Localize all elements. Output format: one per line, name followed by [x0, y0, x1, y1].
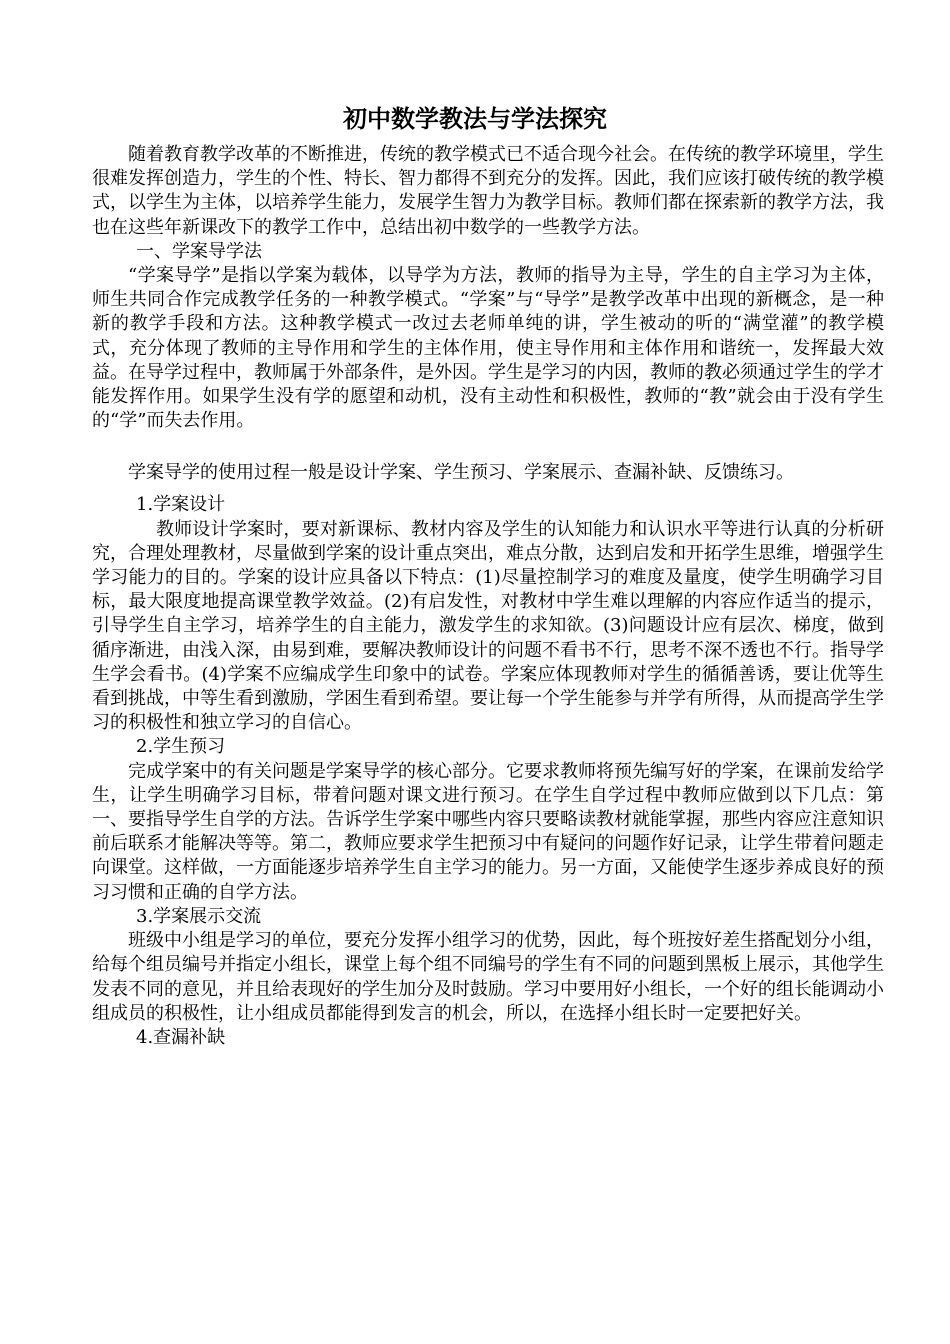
paragraph-process: 学案导学的使用过程一般是设计学案、学生预习、学案展示、查漏补缺、反馈练习。 [128, 462, 794, 484]
paragraph-xuean-daoxue: “学案导学”是指以学案为载体，以导学为方法，教师的指导为主导，学生的自主学习为主体，师生共同合作完成教学任务的一种教学模式。“学案”与“导学”是教学改革中出现的新概念，是一种新的教学手段和方法。这种教学模式一改过去老师单纯的讲，学生被动的听的“满堂灌”的教学模式，充分体现了教师的主导作用和学生的主体作用，使主导作用和主体作用和谐统一，发挥最大效益。在导学过程中，教师属于外部条件，是外因。学生是学习的内因，教师的教必须通过学生的学才能发挥作用。如果学生没有学的愿望和动机，没有主动性和积极性，教师的“教”就会由于没有学生的“学”而失去作用。 [92, 265, 884, 432]
paragraph-preview: 完成学案中的有关问题是学案导学的核心部分。它要求教师将预先编写好的学案，在课前发给学生，让学生明确学习目标，带着问题对课文进行预习。在学生自学过程中教师应做到以下几点：第一、要指导学生自学的方法。告诉学生学案中哪些内容只要略读教材就能掌握，那些内容应注意知识前后联系才能解决等等。第二，教师应要求学生把预习中有疑问的问题作好记录，让学生带着问题走向课堂。这样做，一方面能逐步培养学生自主学习的能力。另一方面，又能使学生逐步养成良好的预习习惯和正确的自学方法。 [92, 760, 884, 903]
page-title: 初中数学教法与学法探究 [343, 104, 607, 133]
subheading-3: 3.学案展示交流 [136, 905, 262, 927]
paragraph-intro: 随着教育教学改革的不断推进，传统的教学模式已不适合现今社会。在传统的教学环境里，学生很难发挥创造力，学生的个性、特长、智力都得不到充分的发挥。因此，我们应该打破传统的教学模式，以学生为主体，以培养学生能力，发展学生智力为教学目标。教师们都在探索新的教学方法，我也在这些年新课改下的教学工作中，总结出初中数学的一些教学方法。 [92, 144, 884, 238]
subheading-4: 4.查漏补缺 [136, 1026, 226, 1048]
paragraph-display: 班级中小组是学习的单位，要充分发挥小组学习的优势，因此，每个班按好差生搭配划分小组，给每个组员编号并指定小组长，课堂上每个组不同编号的学生有不同的问题到黑板上展示，其他学生发表不同的意见，并且给表现好的学生加分及时鼓励。学习中要用好小组长，一个好的组长能调动小组成员的积极性，让小组成员都能得到发言的机会，所以，在选择小组长时一定要把好关。 [92, 930, 884, 1024]
section-heading-1: 一、学案导学法 [136, 240, 262, 262]
subheading-1: 1.学案设计 [136, 494, 226, 516]
subheading-2: 2.学生预习 [136, 736, 226, 758]
document-body [92, 143, 884, 1050]
paragraph-design: 教师设计学案时，要对新课标、教材内容及学生的认知能力和认识水平等进行认真的分析研究，合理处理教材，尽量做到学案的设计重点突出，难点分散，达到启发和开拓学生思维，增强学生学习能力的目的。学案的设计应具备以下特点：(1)尽量控制学习的难度及量度，使学生明确学习目标，最大限度地提高课堂教学效益。(2)有启发性，对教材中学生难以理解的内容应作适当的提示，引导学生自主学习，培养学生的自主能力，激发学生的求知欲。(3)问题设计应有层次、梯度，做到循序渐进，由浅入深，由易到难，要解决教师设计的问题不看书不行，思考不深不透也不行。指导学生学会看书。(4)学案不应编成学生印象中的试卷。学案应体现教师对学生的循循善诱，要让优等生看到挑战，中等生看到激励，学困生看到希望。要让每一个学生能参与并学有所得，从而提高学生学习的积极性和独立学习的自信心。 [92, 518, 884, 734]
